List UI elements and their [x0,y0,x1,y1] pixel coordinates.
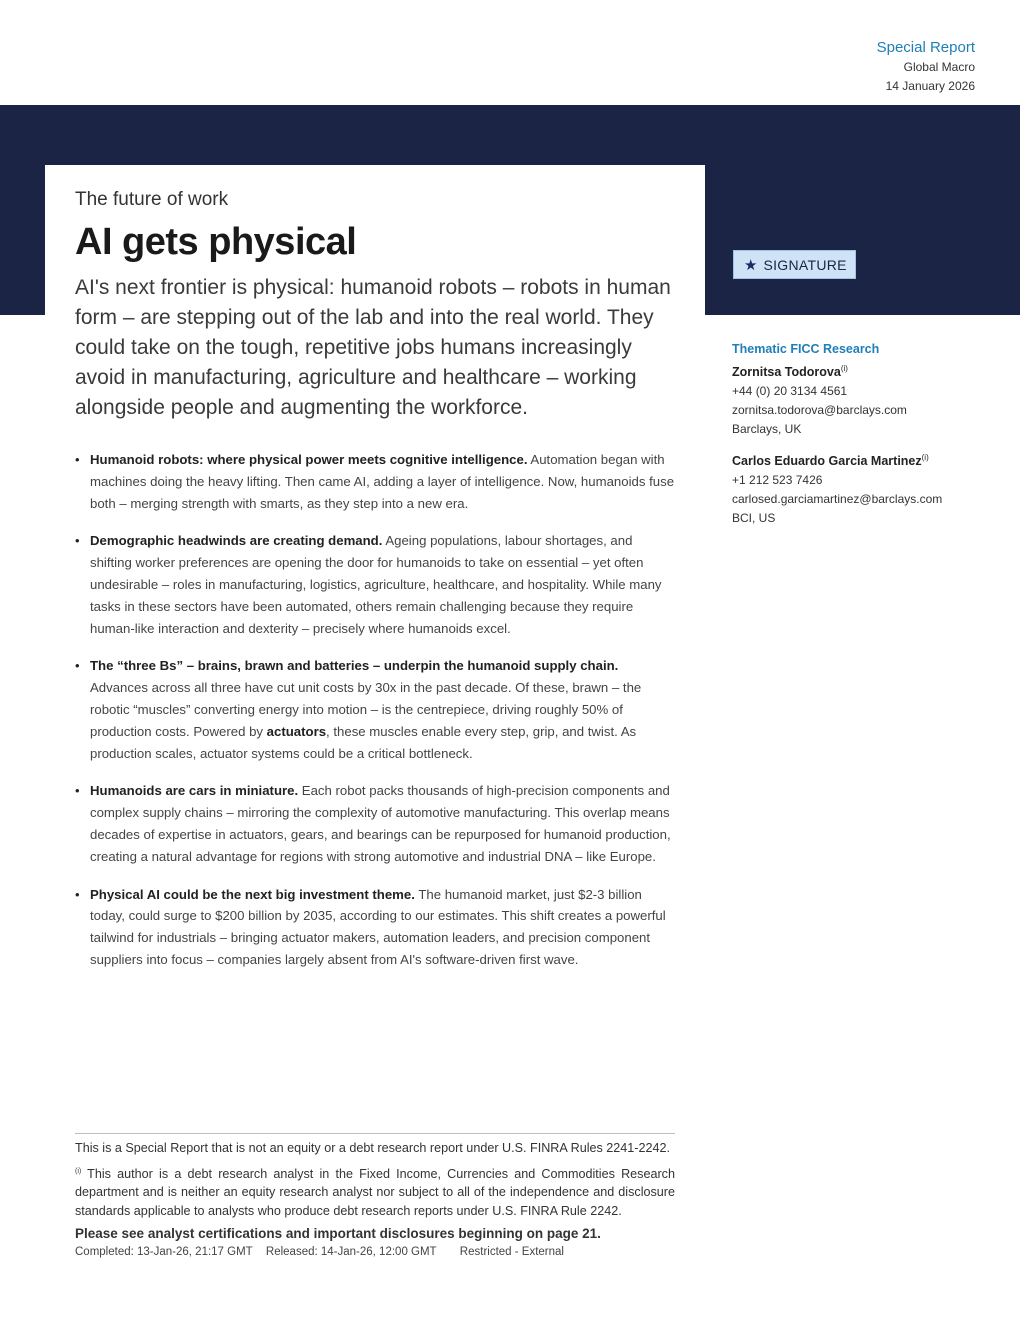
bullet-text: Each robot packs thousands of high-precision components and complex supply chains – mirroring the complexity of automotive manufacturing. This overlap means decades of expertise in actuators, gears, and bearings can be repurposed for humanoid production, creating a natural advantage for regions with strong automotive and industrial DNA – like Europe. [90,783,671,864]
classification-label: Restricted - External [459,1246,564,1259]
lede-paragraph: AI's next frontier is physical: humanoid robots – robots in human form – are stepping out of the lab and into the real world. They could take on the tough, repetitive jobs humans increasingly avoid in manufacturing, agriculture and healthcare – working alongside people and augmenting the workforce. [75,276,671,419]
author-email[interactable]: carlosed.garciamartinez@barclays.com [732,492,943,507]
research-team: Thematic FICC Research [732,342,880,356]
list-item [75,884,675,971]
report-meta [877,38,975,96]
bullet-lead: Humanoid robots: where physical power meets cognitive intelligence. [90,452,528,467]
star-icon: ★ [744,256,758,274]
footer-disclosures [75,1133,675,1260]
page-title: AI gets physical [75,221,357,263]
list-item [75,780,675,867]
author-phone: +1 212 523 7426 [732,473,823,488]
released-timestamp: Released: 14-Jan-26, 12:00 GMT [265,1246,437,1259]
bullet-text: The humanoid market, just $2-3 billion today, could surge to $200 billion by 2035, according to our estimates. This shift creates a powerful tailwind for industrials – bringing actuator makers, automation leaders, and precision component suppliers into focus – companies largely absent from AI's software-driven first wave. [90,886,666,967]
author-phone: +44 (0) 20 3134 4561 [732,384,848,399]
author-location: BCI, US [732,511,776,526]
disclaimer-finra: This is a Special Report that is not an equity or a debt research report under U.S. FINRA Rules 2241-2242. [75,1141,671,1155]
disclosures-notice: Please see analyst certifications and important disclosures beginning on page 21. [75,1226,601,1242]
list-item [75,449,675,514]
report-type: Special Report [876,39,975,56]
footnote-marker: (i) [75,1167,82,1175]
list-item [75,530,675,639]
bullet-icon: • [75,783,80,799]
disclaimer-analyst: $^{(i)}$ This author is a debt research analyst in the Fixed Income, Currencies and Commodities Research department and is neither an equity research analyst nor subject to all of the independence and disclosure standards applicable to analysts who produce debt research reports under U.S. FINRA Rule 2242. [75,1166,675,1218]
completed-timestamp: Completed: 13-Jan-26, 21:17 GMT [75,1246,253,1259]
author-email[interactable]: zornitsa.todorova@barclays.com [732,403,907,418]
bullet-icon: • [75,452,80,467]
author-name: Carlos Eduardo Garcia Martinez$^{(i)}$ [732,453,929,469]
bullet-text: Advances across all three have cut unit costs by 30x in the past decade. Of these, brawn – the robotic “muscles” converting energy into motion – is the centrepiece, driving roughly 50% of production costs. Powered by [90,680,642,739]
kicker: The future of work [75,189,229,210]
hero-panel [45,165,705,1065]
author-name: Zornitsa Todorova$^{(i)}$ [732,364,848,380]
publication-meta [75,1244,675,1260]
bullet-icon: • [75,533,80,549]
signature-badge [733,250,856,279]
bullet-text-after: , these muscles enable every step, grip, and twist. As production scales, actuator systems could be a critical bottleneck. [90,723,637,761]
author-card [732,448,992,528]
report-date: 14 January 2026 [885,79,975,93]
badge-label: SIGNATURE [763,256,847,273]
bullet-lead: Demographic headwinds are creating demand. [90,533,383,549]
bullet-emphasis: actuators [266,723,327,739]
bullet-lead: Physical AI could be the next big investment theme. [90,886,415,902]
list-item [75,655,675,764]
author-card [732,359,992,439]
author-location: Barclays, UK [732,422,802,437]
author-sidebar [732,339,992,528]
bullet-text: Automation began with machines doing the heavy lifting. Then came AI, adding a layer of intelligence. Now, humanoids fuse both – merging strength with smarts, as they step into a new era. [90,452,675,511]
key-points-list [75,449,675,971]
bullet-text: Ageing populations, labour shortages, and shifting worker preferences are opening the door for humanoids to take on essential – yet often undesirable – roles in manufacturing, logistics, agriculture, healthcare, and hospitality. While many tasks in these sectors have been automated, others remain challenging because they require human-like interaction and dexterity – precisely where humanoids excel. [90,533,662,636]
bullet-lead: The “three Bs” – brains, brawn and batteries – underpin the humanoid supply chain. [90,658,619,674]
report-division: Global Macro [903,60,975,74]
bullet-icon: • [75,658,80,674]
author-marker: (i) [840,364,848,373]
author-marker: (i) [921,453,929,463]
bullet-icon: • [75,886,80,902]
bullet-lead: Humanoids are cars in miniature. [90,783,299,799]
